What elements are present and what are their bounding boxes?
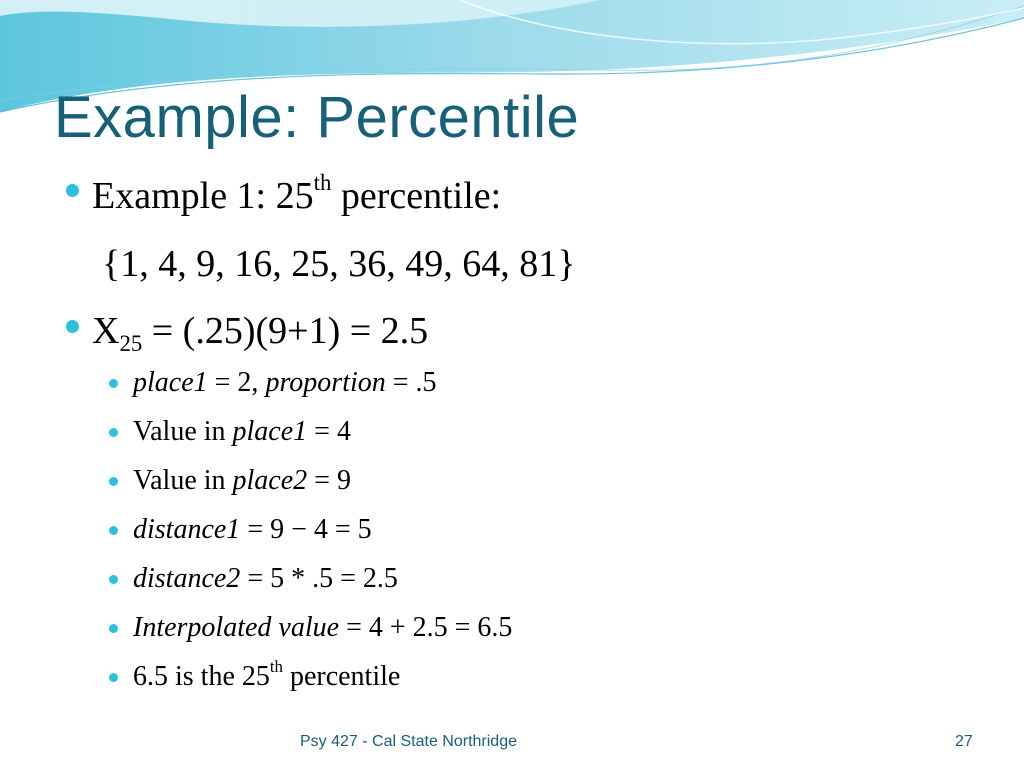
sub-item-text: = 4 + 2.5 = 6.5 <box>339 612 513 643</box>
sub-item-distance1 <box>133 513 372 547</box>
sub-bullet-dot-icon <box>109 428 118 437</box>
bullet-example-1 <box>92 169 502 224</box>
sub-item-distance2 <box>133 562 398 596</box>
example-1-text: Example 1: 25 <box>92 175 314 217</box>
x25-subscript: 25 <box>119 330 143 356</box>
sub-item-text: = 5 * .5 = 2.5 <box>240 563 398 594</box>
sub-item-text: percentile <box>282 661 401 692</box>
sub-item-text: Value in <box>133 416 233 447</box>
sub-item-text: = .5 <box>385 367 437 398</box>
sub-item-value-place2 <box>133 464 351 498</box>
sub-item-text: = 2, <box>207 367 266 398</box>
sub-bullet-dot-icon <box>109 526 118 535</box>
sub-item-text: Value in <box>133 465 233 496</box>
sub-item-text: 6.5 is the 25 <box>133 661 270 692</box>
slide-number: 27 <box>955 733 973 750</box>
sub-item-place1 <box>133 366 437 400</box>
example-1-text-end: percentile: <box>331 175 502 217</box>
slide-title: Example: Percentile <box>54 85 580 150</box>
example-1-superscript: th <box>313 169 332 195</box>
sub-bullet-dot-icon <box>109 477 118 486</box>
sub-bullet-dot-icon <box>109 673 118 682</box>
term-distance1: distance1 <box>133 514 241 545</box>
footer-course-label: Psy 427 - Cal State Northridge <box>300 733 517 750</box>
conclusion-superscript: th <box>269 656 283 676</box>
term-interpolated-value: Interpolated value <box>133 612 340 643</box>
sub-item-interpolated-value <box>133 611 512 645</box>
term-distance2: distance2 <box>133 563 241 594</box>
term-place1: place1 <box>133 367 208 398</box>
data-set: {1, 4, 9, 16, 25, 36, 49, 64, 81} <box>102 243 576 285</box>
sub-item-value-place1 <box>133 415 351 449</box>
sub-item-text: = 9 <box>307 465 351 496</box>
x25-variable: X <box>92 310 120 352</box>
sub-bullet-dot-icon <box>109 575 118 584</box>
x25-expression: = (.25)(9+1) = 2.5 <box>142 310 429 352</box>
term-place1: place1 <box>232 416 308 447</box>
sub-item-text: = 9 − 4 = 5 <box>240 514 372 545</box>
bullet-dot-icon <box>66 320 79 333</box>
bullet-dot-icon <box>66 184 79 197</box>
term-proportion: proportion <box>265 367 386 398</box>
sub-bullet-dot-icon <box>109 379 118 388</box>
sub-item-conclusion <box>133 656 401 697</box>
term-place2: place2 <box>232 465 308 496</box>
bullet-x25-formula <box>92 308 428 359</box>
sub-item-text: = 4 <box>307 416 351 447</box>
sub-bullet-dot-icon <box>109 624 118 633</box>
